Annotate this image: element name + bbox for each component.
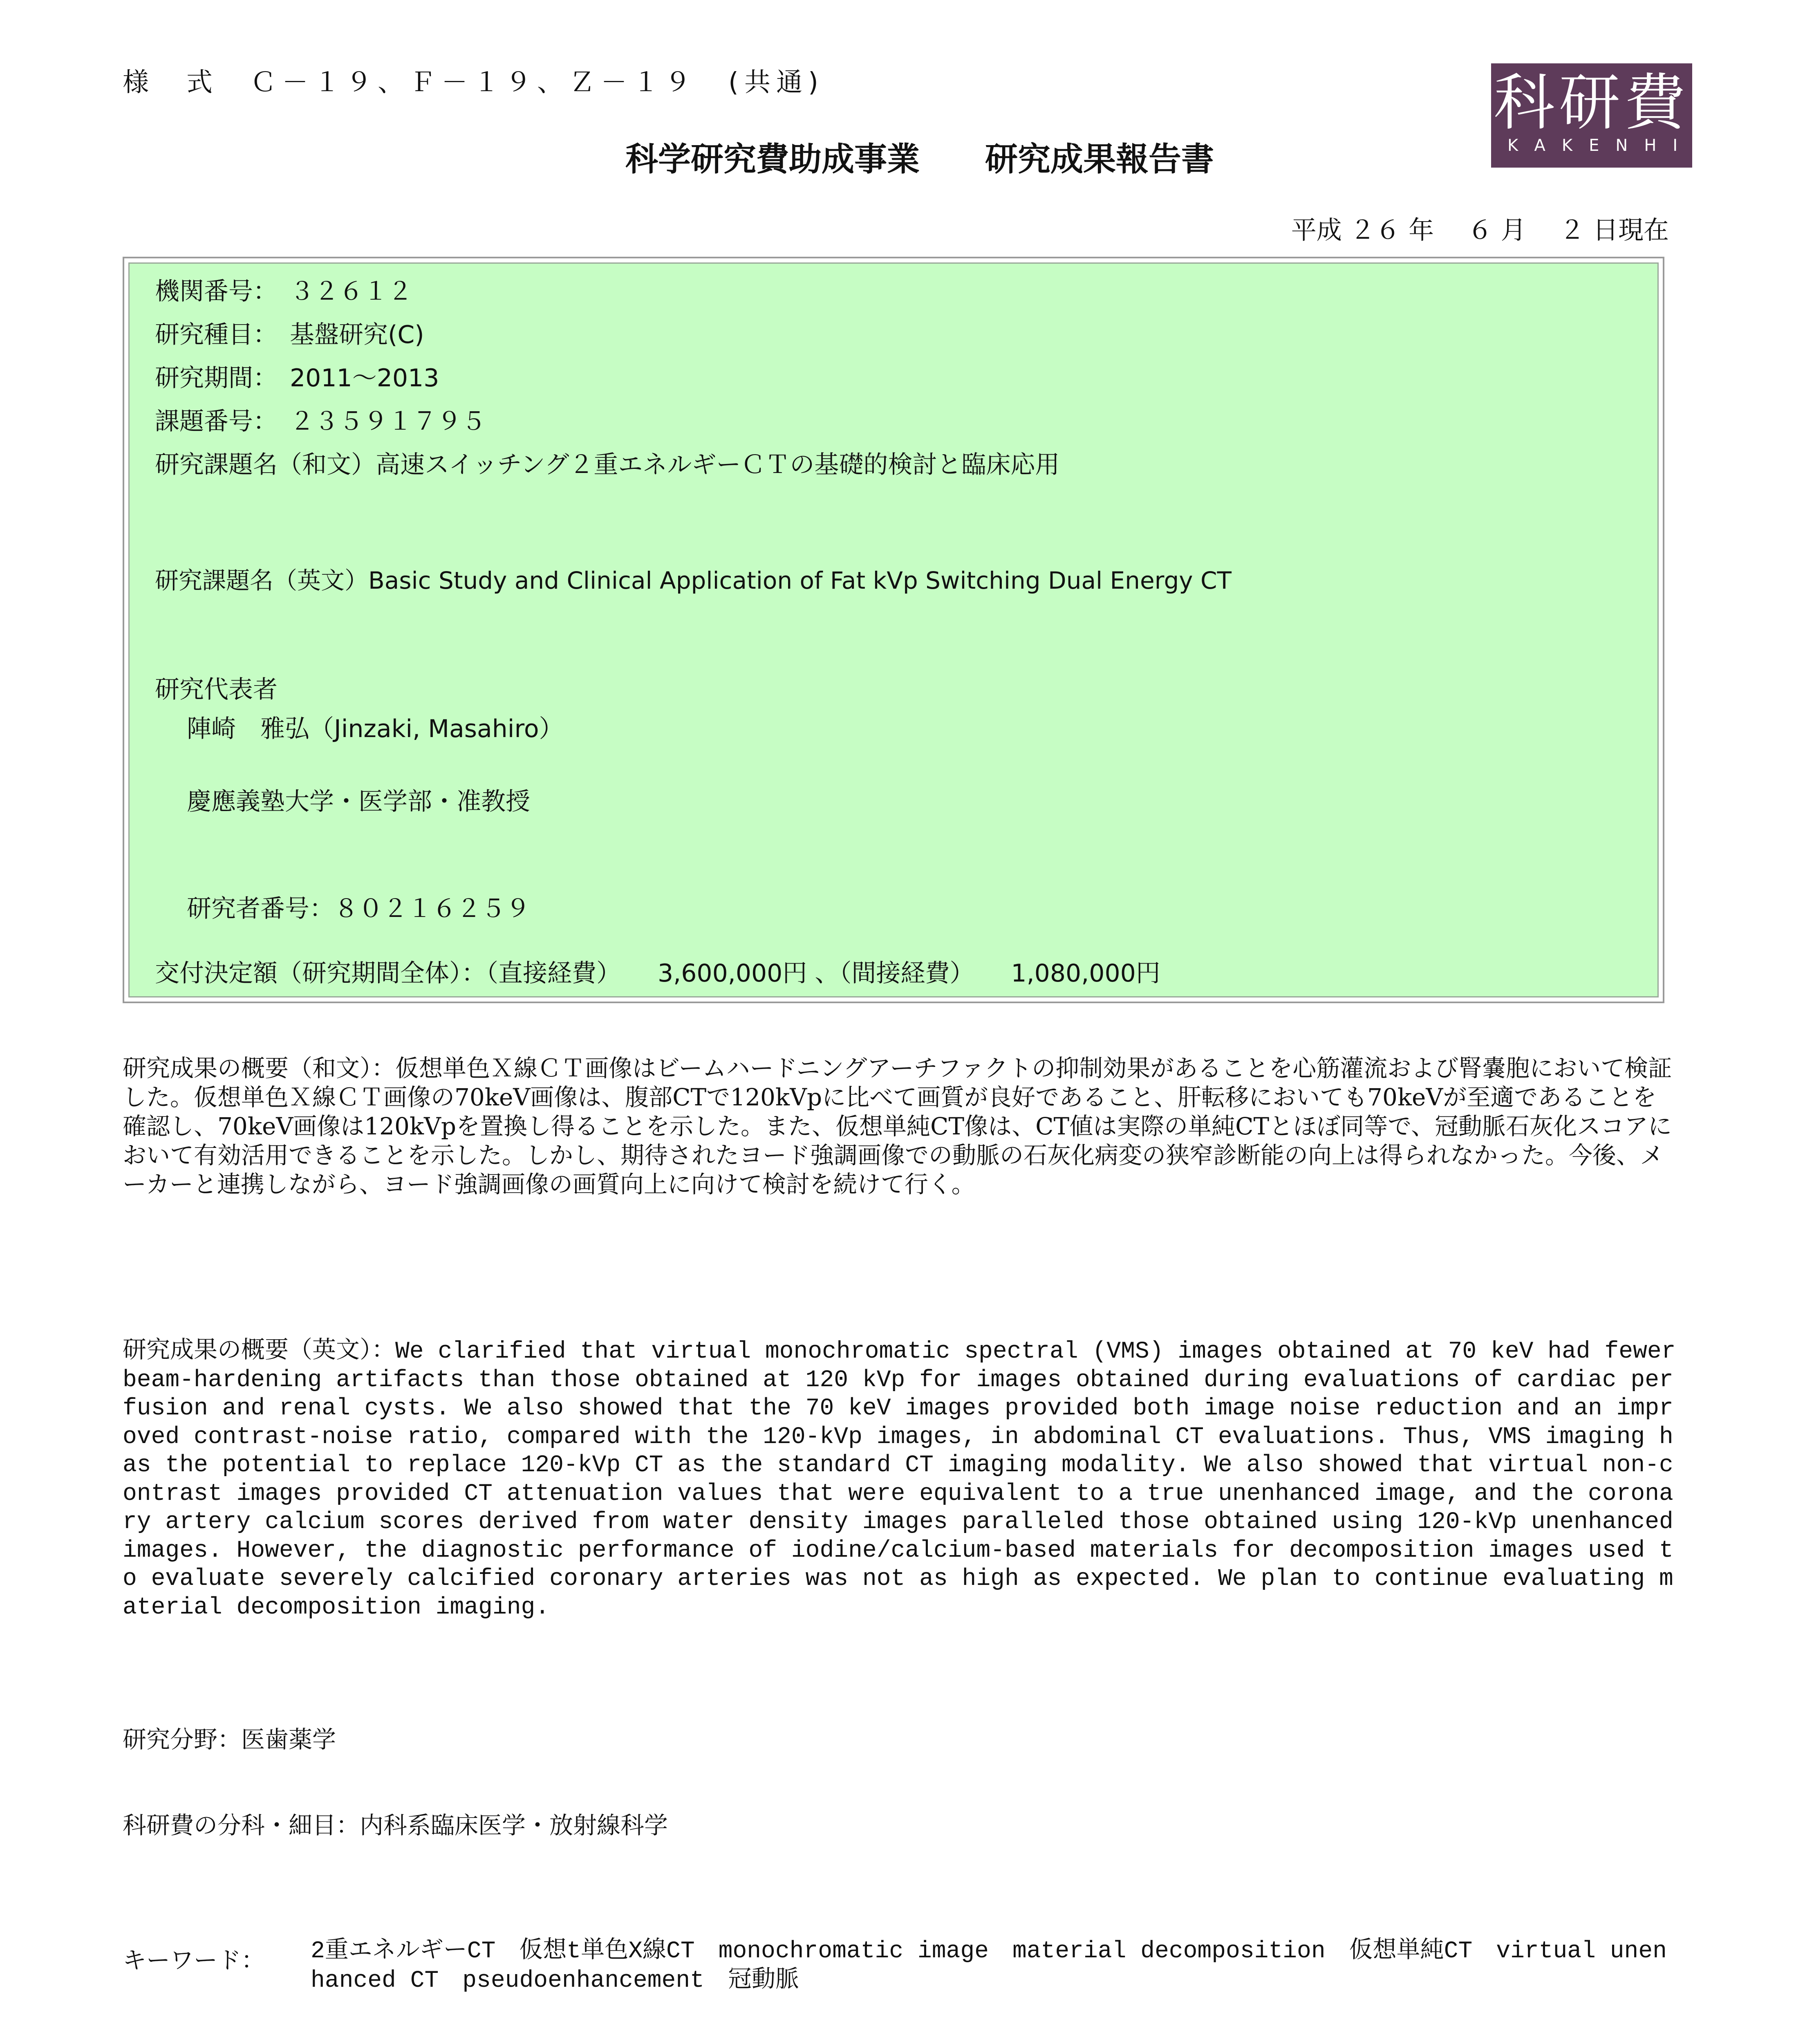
- summary-japanese: 研究成果の概要（和文）：仮想単色Ｘ線ＣＴ画像はビームハードニングアーチファクトの抑制効果があることを心筋灌流および腎嚢胞において検証した。仮想単色Ｘ線ＣＴ画像の70keV画像は、腹部CTで120kVpに比べて画質が良好であること、肝転移においても70keVが至適であることを確認し、70keV画像は120kVpを置換し得ることを示した。また、仮想単純CT像は、CT値は実際の単純CTとほぼ同等で、冠動脈石灰化スコアにおいて有効活用できることを示した。しかし、期待されたヨード強調画像での動脈の石灰化病変の狭窄診断能の向上は得られなかった。今後、メーカーと連携しながら、ヨード強調画像の画質向上に向けて検討を続けて行く。: [123, 1054, 1672, 1198]
- representative-label: 研究代表者: [155, 675, 278, 704]
- project-info-box: [123, 257, 1664, 1003]
- logo-latin: KAKENHI: [1507, 136, 1694, 155]
- keywords-list: 2重エネルギーCT 仮想t単色X線CT monochromatic image material decomposition 仮想単純CT virtual unenhanced CT pseudoenhancement 冠動脈: [311, 1938, 1667, 1994]
- project-number: 課題番号： ２３５９１７９５: [155, 407, 486, 436]
- research-field: 研究分野：医歯薬学: [123, 1726, 336, 1753]
- document-title: 科学研究費助成事業 研究成果報告書: [625, 140, 1214, 178]
- kakenhi-logo: [1491, 63, 1692, 168]
- institution-number: 機関番号： ３２６１２: [155, 277, 412, 306]
- research-subfield: 科研費の分科・細目：内科系臨床医学・放射線科学: [123, 1811, 668, 1839]
- keywords-label: キーワード：: [123, 1946, 265, 1974]
- project-title-en: 研究課題名（英文）Basic Study and Clinical Application of Fat kVp Switching Dual Energy CT: [155, 567, 1232, 594]
- research-period: 研究期間： 2011～2013: [155, 364, 439, 392]
- project-info-inner: [128, 262, 1659, 997]
- representative-name: 陣崎 雅弘（Jinzaki, Masahiro）: [187, 715, 564, 743]
- report-date: 平成 ２６ 年 ６ 月 ２ 日現在: [1291, 215, 1669, 245]
- logo-kanji: 科研費: [1493, 67, 1690, 139]
- project-title-jp: 研究課題名（和文）高速スイッチング２重エネルギーＣＴの基礎的検討と臨床応用: [155, 450, 1060, 479]
- affiliation: 慶應義塾大学・医学部・准教授: [187, 787, 530, 816]
- researcher-number: 研究者番号：８０２１６２５９: [187, 894, 530, 923]
- research-category: 研究種目： 基盤研究(C): [155, 320, 424, 349]
- form-identifier: 様 式 Ｃ－１９、Ｆ－１９、Ｚ－１９ (共通): [123, 67, 824, 98]
- grant-amount: 交付決定額（研究期間全体）：（直接経費） 3,600,000円 、（間接経費） 1,080,000円: [155, 959, 1160, 988]
- summary-english: 研究成果の概要（英文）：We clarified that virtual monochromatic spectral (VMS) images obtained at 70 keV had fewer beam-hardening artifacts than those obtained at 120 kVp for images obtained during evaluations of cardiac perfusion and renal cysts. We also showed that the 70 keV images provided both image noise reduction and an improved contrast-noise ratio, compared with the 120-kVp images, in abdominal CT evaluations. Thus, VMS imaging has the potential to replace 120-kVp CT as the standard CT imaging modality. We also showed that virtual non-contrast images provided CT attenuation values that were equivalent to a true unenhanced image, and the coronary artery calcium scores derived from water density images paralleled those obtained using 120-kVp unenhanced images. However, the diagnostic performance of iodine/calcium-based materials for decomposition images used to evaluate severely calcified coronary arteries was not as high as expected. We plan to continue evaluating material decomposition imaging.: [123, 1338, 1676, 1621]
